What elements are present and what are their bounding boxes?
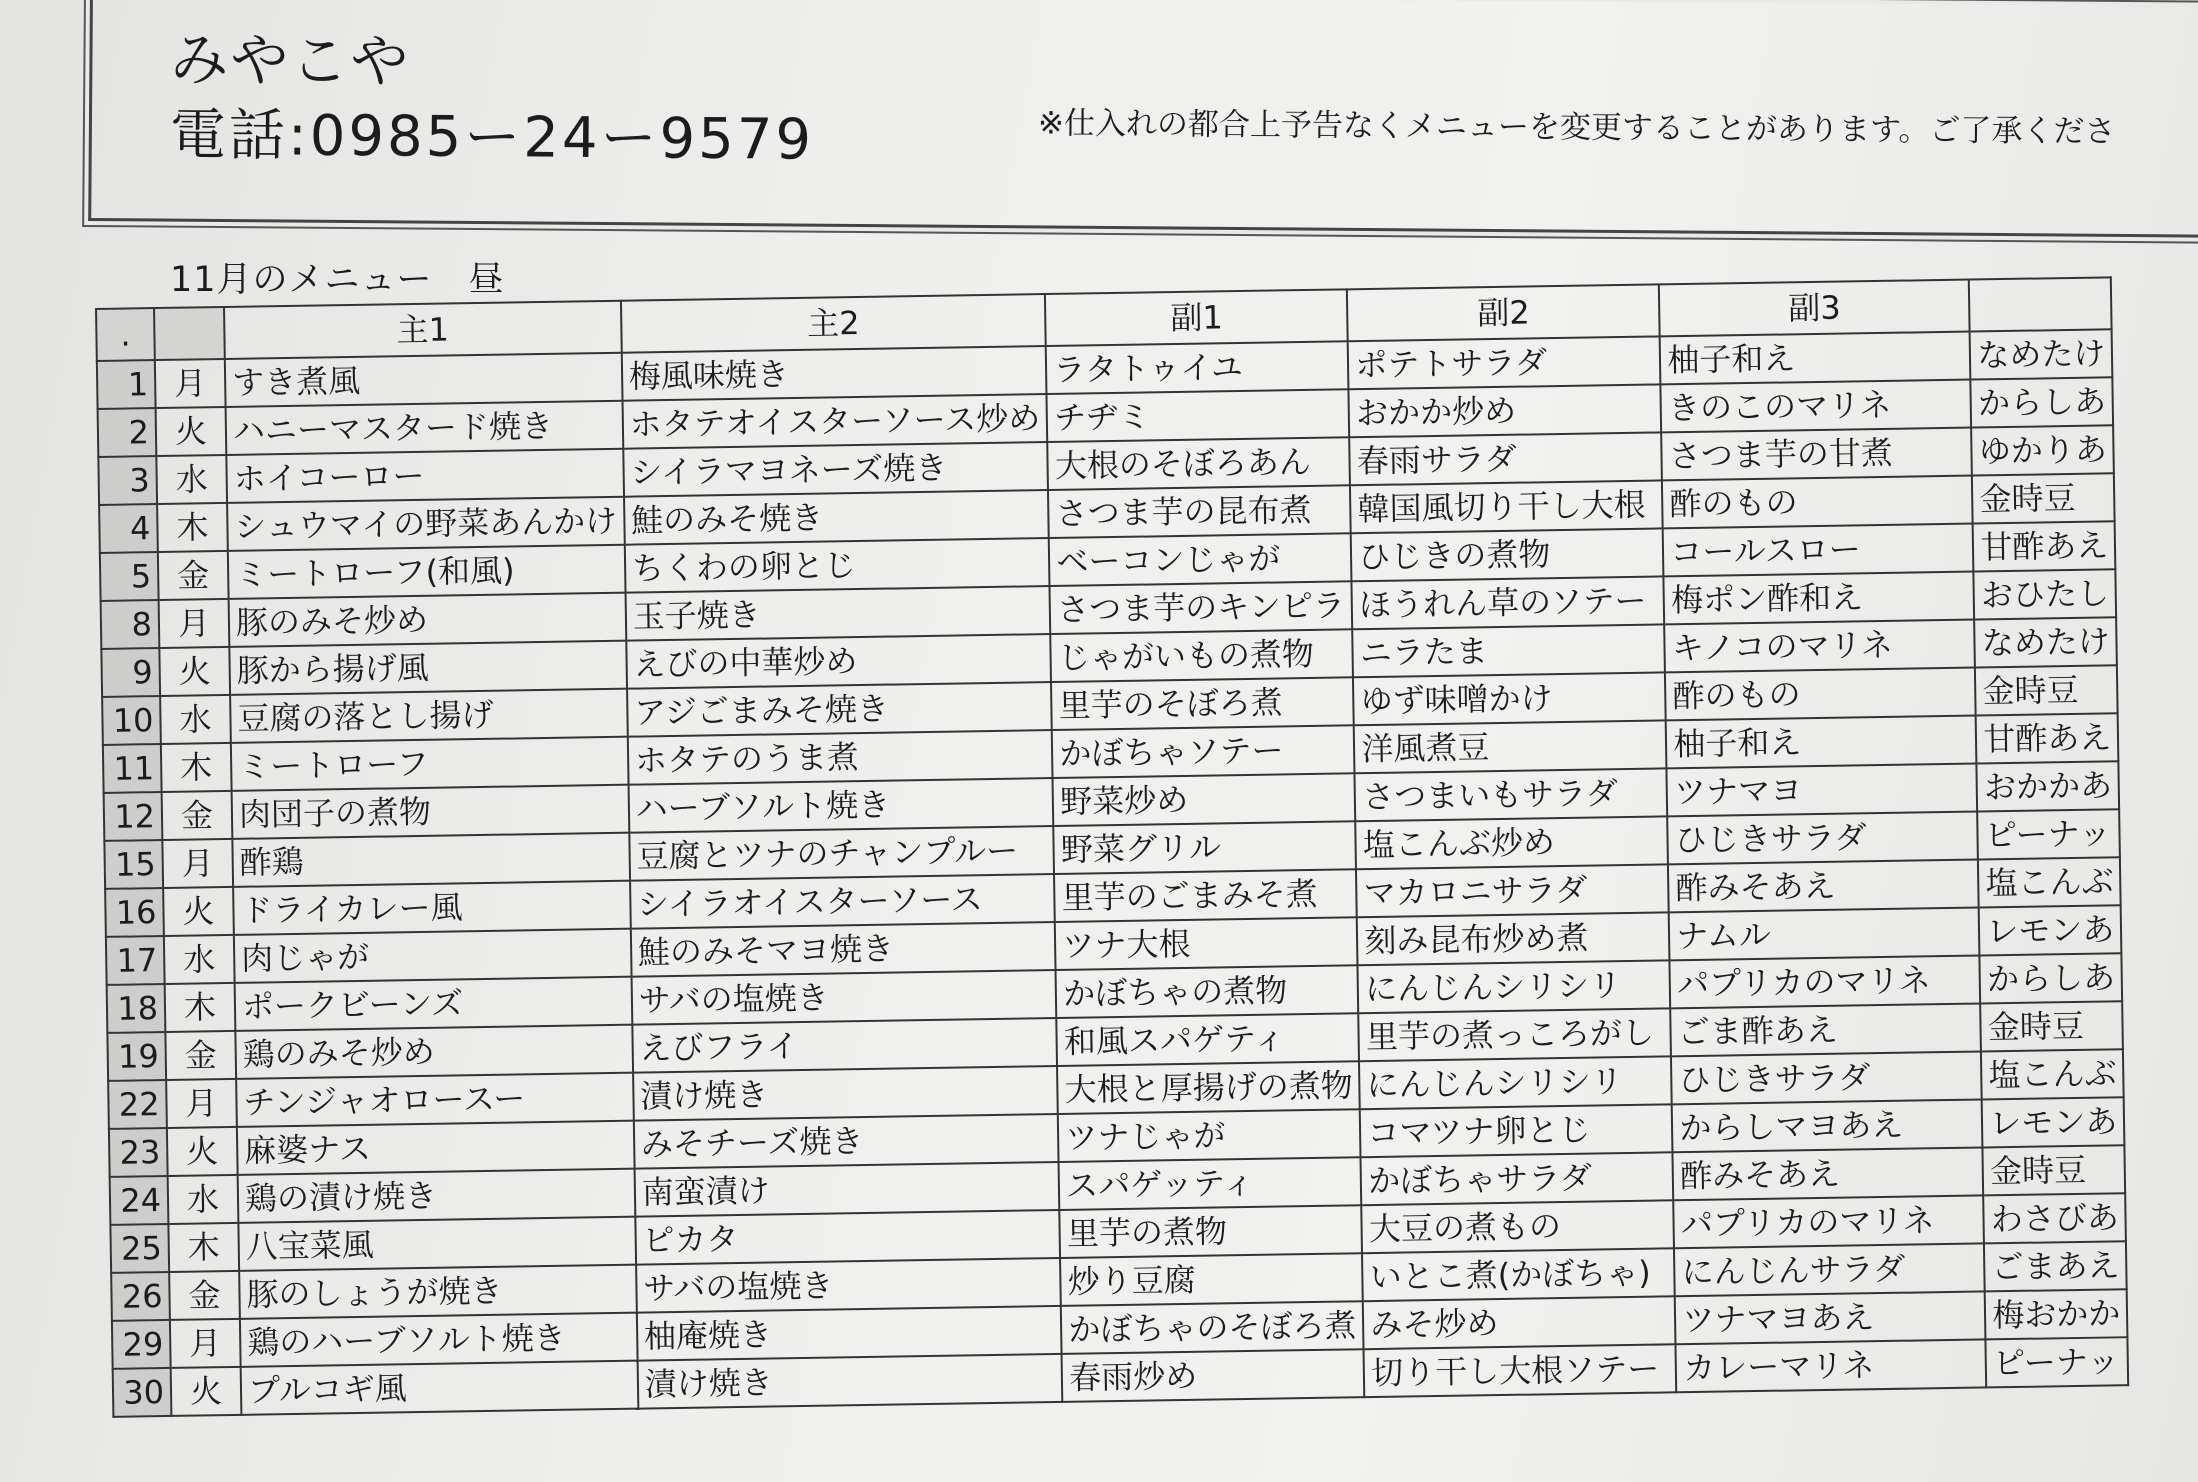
main1-cell: ミートローフ [231,737,628,791]
main2-cell: 柚庵焼き [637,1306,1062,1361]
main1-cell: シュウマイの野菜あんかけ [227,497,624,551]
side3-cell: 酢のもの [1665,668,1976,721]
weekday-cell: 水 [160,695,231,744]
side4-cell: ピーナッ [1977,809,2120,859]
col-header-index: . [96,308,155,361]
side3-cell: 梅ポン酢和え [1664,572,1975,625]
side3-cell: からしマヨあえ [1672,1099,1983,1152]
main1-cell: 麻婆ナス [237,1121,634,1175]
day-cell: 10 [102,696,161,745]
side4-cell: からしあ [1980,953,2123,1003]
main2-cell: ピカタ [635,1210,1060,1265]
shop-phone: 電話:0985ー24ー9579 [169,102,815,173]
side1-cell: じゃがいもの煮物 [1051,629,1354,682]
weekday-cell: 月 [159,599,230,648]
side1-cell: 里芋のそぼろ煮 [1051,677,1354,730]
main2-cell: えびの中華炒め [626,634,1051,689]
day-cell: 17 [106,936,165,985]
main2-cell: シイラオイスターソース [630,874,1055,929]
main2-cell: アジごまみそ焼き [627,682,1052,737]
side1-cell: 和風スパゲティ [1057,1013,1360,1066]
side2-cell: にんじんシリシリ [1359,1056,1672,1109]
main1-cell: 豚のしょうが焼き [239,1265,636,1319]
main1-cell: ドライカレー風 [233,881,630,935]
side3-cell: きのこのマリネ [1661,380,1972,433]
main1-cell: ホイコーロー [226,449,623,503]
side3-cell: ナムル [1669,907,1980,960]
col-header-side2: 副2 [1347,284,1660,341]
side3-cell: 柚子和え [1660,332,1971,385]
weekday-cell: 金 [165,1031,236,1080]
side4-cell: なめたけ [1974,617,2117,667]
weekday-cell: 火 [171,1367,242,1416]
side3-cell: 酢のもの [1662,476,1973,529]
side3-cell: にんじんサラダ [1674,1243,1985,1296]
col-header-side3: 副3 [1659,280,1970,337]
side4-cell: ピーナッ [1986,1337,2129,1387]
side1-cell: ツナ大根 [1055,917,1358,970]
side3-cell: ひじきサラダ [1667,811,1978,864]
col-header-side4 [1969,277,2112,331]
side4-cell: 梅おかか [1985,1289,2128,1339]
side1-cell: 炒り豆腐 [1060,1253,1363,1306]
side2-cell: ゆず味噌かけ [1353,672,1666,725]
weekday-cell: 月 [166,1079,237,1128]
side3-cell: カレーマリネ [1676,1339,1987,1392]
side4-cell: レモンあ [1982,1097,2125,1147]
weekday-cell: 火 [167,1127,238,1176]
menu-change-notice: ※仕入れの都合上予告なくメニューを変更することがあります。ご了承くださ [1037,105,2116,150]
side4-cell: 甘酢あえ [1976,713,2119,763]
side4-cell: 塩こんぶ [1981,1049,2124,1099]
side3-cell: パプリカのマリネ [1674,1195,1985,1248]
main2-cell: 豆腐とツナのチャンプルー [629,826,1054,881]
side4-cell: おひたし [1974,569,2117,619]
main2-cell: サバの塩焼き [636,1258,1061,1313]
main2-cell: 鮭のみそマヨ焼き [631,922,1056,977]
side1-cell: 大根と厚揚げの煮物 [1057,1061,1360,1114]
side4-cell: 塩こんぶ [1978,857,2121,907]
side2-cell: 刻み昆布炒め煮 [1357,912,1670,965]
side3-cell: ごま酢あえ [1671,1003,1982,1056]
side2-cell: さつまいもサラダ [1355,768,1668,821]
col-header-main1: 主1 [224,301,622,359]
weekday-cell: 金 [162,791,233,840]
side1-cell: 野菜炒め [1053,773,1356,826]
side4-cell: おかかあ [1977,761,2120,811]
weekday-cell: 木 [161,743,232,792]
main2-cell: シイラマヨネーズ焼き [623,442,1048,497]
menu-table-wrap [95,276,2130,1418]
main2-cell: 漬け焼き [633,1066,1058,1121]
day-cell: 1 [97,360,156,409]
side3-cell: キノコのマリネ [1664,620,1975,673]
day-cell: 23 [109,1128,168,1177]
side2-cell: ほうれん草のソテー [1352,576,1665,629]
side1-cell: かぼちゃソテー [1052,725,1355,778]
day-cell: 25 [110,1224,169,1273]
weekday-cell: 金 [158,551,229,600]
side4-cell: 金時豆 [1983,1145,2126,1195]
side2-cell: コマツナ卵とじ [1360,1104,1673,1157]
side2-cell: かぼちゃサラダ [1361,1152,1674,1205]
side4-cell: 金時豆 [1975,665,2118,715]
side1-cell: 野菜グリル [1054,821,1357,874]
side2-cell: 塩こんぶ炒め [1356,816,1669,869]
day-cell: 2 [98,408,157,457]
side3-cell: 酢みそあえ [1673,1147,1984,1200]
day-cell: 22 [108,1080,167,1129]
main1-cell: 鶏のハーブソルト焼き [240,1313,637,1367]
col-header-main2: 主2 [621,294,1046,353]
side1-cell: さつま芋の昆布煮 [1048,485,1351,538]
side2-cell: おかか炒め [1349,384,1662,437]
weekday-cell: 水 [156,455,227,504]
side2-cell: 切り干し大根ソテー [1364,1344,1677,1397]
weekday-cell: 木 [165,983,236,1032]
day-cell: 12 [104,792,163,841]
main1-cell: 肉じゃが [234,929,631,983]
main2-cell: ちくわの卵とじ [625,538,1050,593]
main1-cell: ポークビーンズ [235,977,632,1031]
side2-cell: ポテトサラダ [1348,336,1661,389]
main2-cell: 漬け焼き [637,1354,1062,1409]
side4-cell: 甘酢あえ [1973,521,2116,571]
side4-cell: 金時豆 [1972,473,2115,523]
main2-cell: 玉子焼き [625,586,1050,641]
day-cell: 26 [111,1272,170,1321]
weekday-cell: 木 [168,1223,239,1272]
weekday-cell: 月 [170,1319,241,1368]
shop-name: みやこや [170,25,411,96]
main1-cell: 肉団子の煮物 [232,785,629,839]
day-cell: 18 [107,984,166,1033]
side2-cell: みそ炒め [1363,1296,1676,1349]
main1-cell: 豚のみそ炒め [229,593,626,647]
side3-cell: さつま芋の甘煮 [1661,428,1972,481]
col-header-weekday [154,307,225,360]
main1-cell: 八宝菜風 [238,1217,635,1271]
side1-cell: かぼちゃのそぼろ煮 [1061,1301,1364,1354]
day-cell: 5 [100,552,159,601]
side1-cell: ラタトゥイユ [1046,341,1349,394]
main1-cell: すき煮風 [225,353,622,407]
day-cell: 4 [99,504,158,553]
side4-cell: 金時豆 [1980,1001,2123,1051]
side4-cell: なめたけ [1970,329,2113,379]
main2-cell: 梅風味焼き [622,346,1047,401]
main2-cell: 南蛮漬け [634,1162,1059,1217]
weekday-cell: 火 [156,407,227,456]
day-cell: 19 [107,1032,166,1081]
day-cell: 29 [112,1320,171,1369]
main1-cell: ミートローフ(和風) [228,545,625,599]
side3-cell: 柚子和え [1666,716,1977,769]
main1-cell: 豚から揚げ風 [229,641,626,695]
side2-cell: いとこ煮(かぼちゃ) [1362,1248,1675,1301]
side2-cell: 里芋の煮っころがし [1359,1008,1672,1061]
day-cell: 24 [110,1176,169,1225]
side3-cell: ツナマヨ [1667,763,1978,816]
side1-cell: ベーコンじゃが [1049,533,1352,586]
main2-cell: 鮭のみそ焼き [624,490,1049,545]
main1-cell: チンジャオロースー [236,1073,633,1127]
menu-body [97,329,2129,1417]
side2-cell: ニラたま [1353,624,1666,677]
side4-cell: ごまあえ [1984,1241,2127,1291]
side1-cell: さつま芋のキンピラ [1050,581,1353,634]
side4-cell: レモンあ [1979,905,2122,955]
side2-cell: ひじきの煮物 [1351,528,1664,581]
side1-cell: 里芋のごまみそ煮 [1054,869,1357,922]
header-box [88,0,2198,238]
side1-cell: ツナじゃが [1058,1109,1361,1162]
side3-cell: ひじきサラダ [1671,1051,1982,1104]
side1-cell: チヂミ [1047,389,1350,442]
side3-cell: コールスロー [1663,524,1974,577]
main2-cell: サバの塩焼き [631,970,1056,1025]
main1-cell: 鶏のみそ炒め [235,1025,632,1079]
side4-cell: ゆかりあ [1971,425,2114,475]
day-cell: 9 [101,648,160,697]
main2-cell: えびフライ [632,1018,1057,1073]
side1-cell: スパゲッティ [1059,1157,1362,1210]
weekday-cell: 火 [163,887,234,936]
day-cell: 3 [98,456,157,505]
side1-cell: かぼちゃの煮物 [1056,965,1359,1018]
side2-cell: 大豆の煮もの [1362,1200,1675,1253]
side1-cell: 春雨炒め [1062,1349,1365,1402]
main2-cell: みそチーズ焼き [634,1114,1059,1169]
menu-caption: 11月のメニュー 昼 [170,260,505,300]
side2-cell: にんじんシリシリ [1358,960,1671,1013]
weekday-cell: 水 [168,1175,239,1224]
main1-cell: 鶏の漬け焼き [238,1169,635,1223]
side1-cell: 里芋の煮物 [1060,1205,1363,1258]
weekday-cell: 火 [159,647,230,696]
main2-cell: ホタテのうま煮 [628,730,1053,785]
side3-cell: 酢みそあえ [1668,859,1979,912]
weekday-cell: 木 [157,503,228,552]
weekday-cell: 水 [164,935,235,984]
side3-cell: パプリカのマリネ [1670,955,1981,1008]
side4-cell: からしあ [1971,377,2114,427]
side2-cell: 春雨サラダ [1349,432,1662,485]
main2-cell: ホタテオイスターソース炒め [622,394,1047,449]
side1-cell: 大根のそぼろあん [1048,437,1351,490]
day-cell: 30 [113,1368,172,1417]
side2-cell: 洋風煮豆 [1354,720,1667,773]
weekday-cell: 月 [155,359,226,408]
side4-cell: わさびあ [1983,1193,2126,1243]
main2-cell: ハーブソルト焼き [628,778,1053,833]
col-header-side1: 副1 [1045,289,1348,346]
side2-cell: マカロニサラダ [1356,864,1669,917]
side2-cell: 韓国風切り干し大根 [1350,480,1663,533]
main1-cell: 豆腐の落とし揚げ [230,689,627,743]
menu-table [95,276,2130,1418]
day-cell: 8 [101,600,160,649]
weekday-cell: 月 [162,839,233,888]
main1-cell: 酢鶏 [232,833,629,887]
side3-cell: ツナマヨあえ [1675,1291,1986,1344]
weekday-cell: 金 [169,1271,240,1320]
day-cell: 16 [105,888,164,937]
main1-cell: ハニーマスタード焼き [226,401,623,455]
day-cell: 11 [103,744,162,793]
main1-cell: プルコギ風 [241,1361,638,1415]
day-cell: 15 [104,840,163,889]
